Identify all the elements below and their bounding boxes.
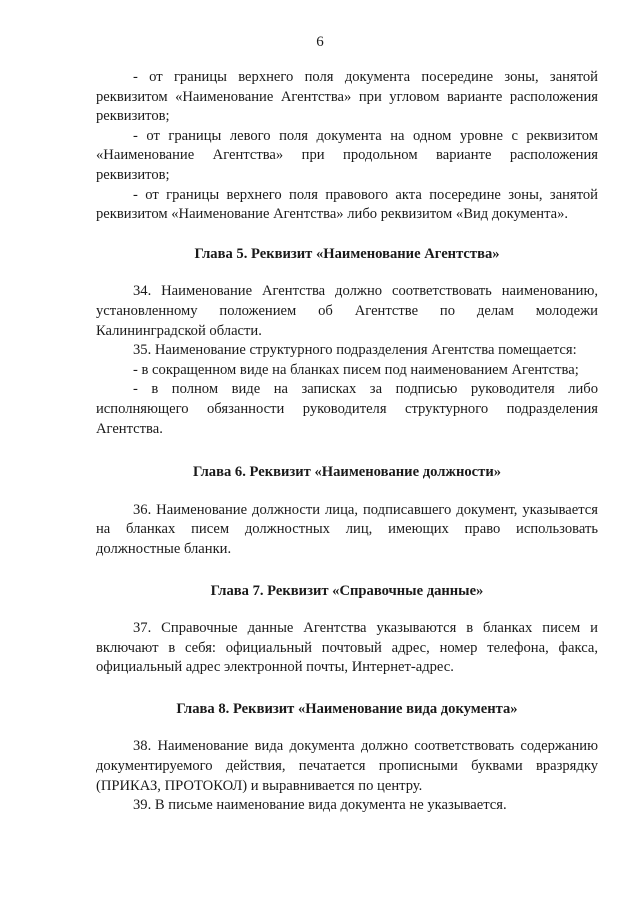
list-item: - от границы верхнего поля правового акта посередине зоны, занятой реквизитом «Наименование Агентства» либо реквизитом «Вид документа». — [96, 186, 598, 223]
document-body — [96, 68, 598, 816]
chapter-6-heading: Глава 6. Реквизит «Наименование должности» — [192, 464, 502, 481]
page-number: 6 — [316, 34, 324, 50]
paragraph-39: 39. В письме наименование вида документа не указывается. — [133, 797, 507, 814]
paragraph-36: 36. Наименование должности лица, подписавшего документ, указывается на бланках писем должностных лиц, имеющих право использовать должностные бланки. — [96, 501, 598, 557]
list-item: - в сокращенном виде на бланках писем под наименованием Агентства; — [133, 361, 579, 378]
paragraph-37: 37. Справочные данные Агентства указываются в бланках писем и включают в себя: официальный почтовый адрес, номер телефона, факса, официальный адрес электронной почты, Интернет-адрес. — [96, 620, 598, 676]
list-item: - от границы левого поля документа на одном уровне с реквизитом «Наименование Агентства» при продольном варианте расположения реквизитов; — [96, 127, 598, 183]
chapter-8-heading: Глава 8. Реквизит «Наименование вида документа» — [176, 700, 518, 717]
paragraph-34: 34. Наименование Агентства должно соответствовать наименованию, установленному положением об Агентстве по делам молодежи Калининградской области. — [96, 283, 598, 339]
chapter-7-heading: Глава 7. Реквизит «Справочные данные» — [210, 583, 484, 600]
list-item: - от границы верхнего поля документа посередине зоны, занятой реквизитом «Наименование Агентства» при угловом варианте расположения реквизитов; — [96, 69, 598, 125]
paragraph-38: 38. Наименование вида документа должно соответствовать содержанию документируемого действия, печатается прописными буквами вразрядку (ПРИКАЗ, ПРОТОКОЛ) и выравнивается по центру. — [96, 738, 598, 794]
paragraph-35: 35. Наименование структурного подразделения Агентства помещается: — [133, 342, 577, 359]
chapter-5-heading: Глава 5. Реквизит «Наименование Агентства» — [194, 245, 500, 262]
list-item: - в полном виде на записках за подписью руководителя либо исполняющего обязанности руководителя структурного подразделения Агентства. — [96, 381, 598, 437]
